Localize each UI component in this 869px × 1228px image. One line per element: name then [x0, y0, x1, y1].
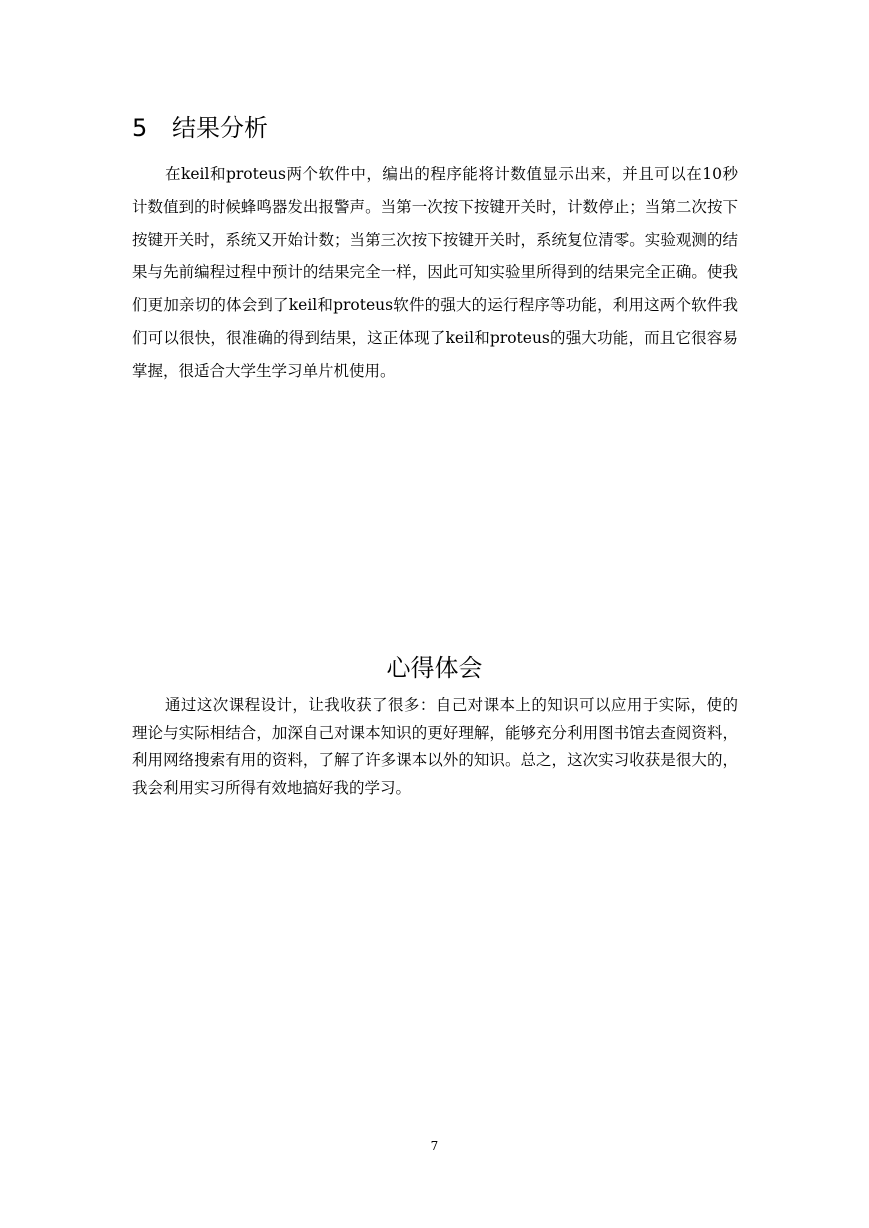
reflection-title: 心得体会: [386, 654, 483, 682]
section-heading: [132, 112, 268, 144]
results-paragraph: 在keil和proteus两个软件中，编出的程序能将计数值显示出来，并且可以在10秒计数值到的时候蜂鸣器发出报警声。当第一次按下按键开关时，计数停止；当第二次按下按键开关时，系统又开始计数；当第三次按下按键开关时，系统复位清零。实验观测的结果与先前编程过程中预计的结果完全一样，因此可知实验里所得到的结果完全正确。使我们更加亲切的体会到了keil和proteus软件的强大的运行程序等功能，利用这两个软件我们可以很快，很准确的得到结果，这正体现了keil和proteus的强大功能，而且它很容易掌握，很适合大学生学习单片机使用。: [132, 165, 738, 380]
reflection-paragraph: 通过这次课程设计，让我收获了很多：自己对课本上的知识可以应用于实际，使的理论与实际相结合，加深自己对课本知识的更好理解，能够充分利用图书馆去查阅资料，利用网络搜索有用的资料，了解了许多课本以外的知识。总之，这次实习收获是很大的，我会利用实习所得有效地搞好我的学习。: [132, 696, 738, 797]
section-number: 5: [132, 114, 148, 142]
page-number: 7: [430, 1139, 439, 1153]
section-title: 结果分析: [172, 114, 268, 142]
